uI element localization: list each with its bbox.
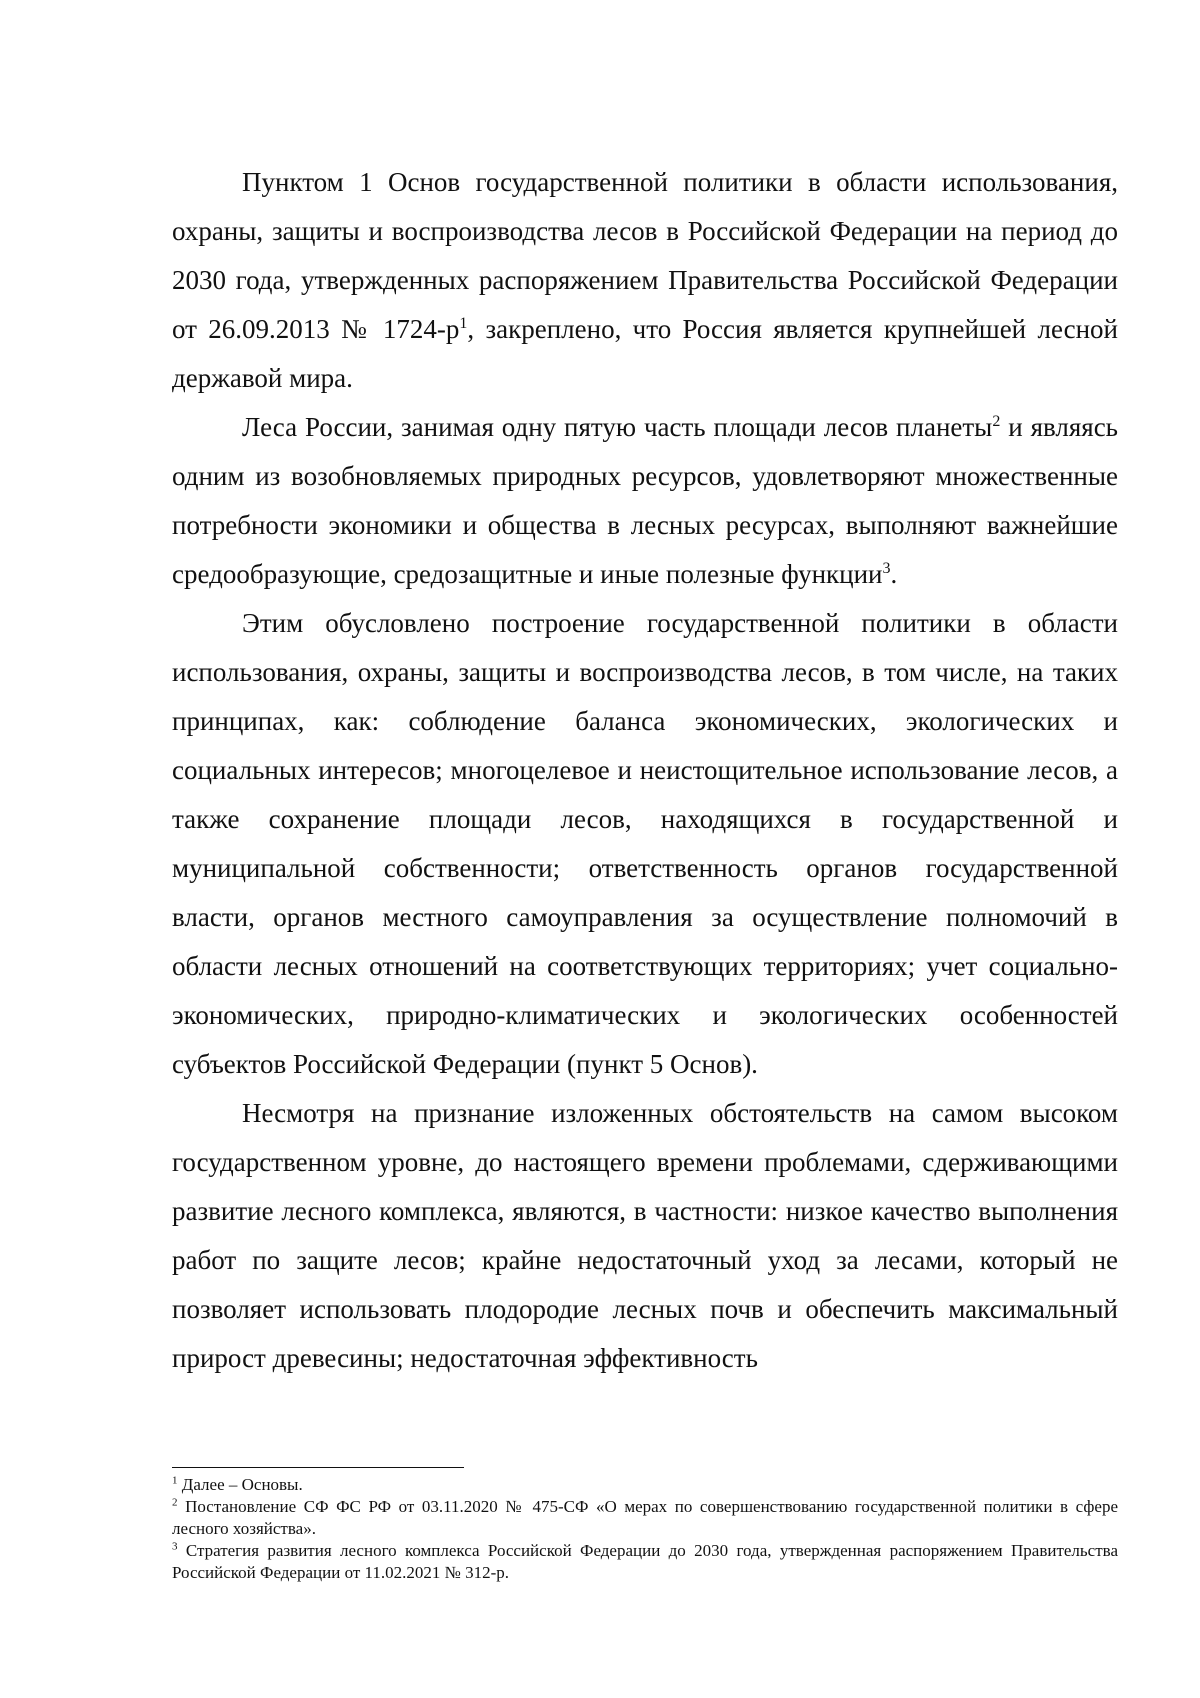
footnote-2-text: Постановление СФ ФС РФ от 03.11.2020 № 475-СФ «О мерах по совершенствованию государственной политики в сфере лесного хозяйства». xyxy=(172,1497,1118,1538)
footnote-2 xyxy=(172,1496,1118,1540)
footnote-ref-1: 1 xyxy=(459,315,468,332)
paragraph-2-text-b: и являясь одним из возобновляемых природных ресурсов, удовлетворяют множественные потребности экономики и общества в лесных ресурсах, выполняют важнейшие средообразующие, средозащитные и иные полезные функции xyxy=(172,412,1118,589)
paragraph-1-text-b: , закреплено, что Россия является крупнейшей лесной державой мира. xyxy=(172,314,1118,393)
paragraph-4: Несмотря на признание изложенных обстоятельств на самом высоком государственном уровне, до настоящего времени проблемами, сдерживающими развитие лесного комплекса, являются, в частности: низкое качество выполнения работ по защите лесов; крайне недостаточный уход за лесами, который не позволяет использовать плодородие лесных почв и обеспечить максимальный прирост древесины; недостаточная эффективность xyxy=(172,1098,1118,1373)
footnote-1-text: Далее – Основы. xyxy=(177,1475,303,1494)
footnote-3-mark: 3 xyxy=(172,1540,178,1553)
footnote-1 xyxy=(172,1474,1118,1496)
paragraph-2 xyxy=(172,403,1118,599)
footnotes xyxy=(172,1474,1118,1584)
main-text xyxy=(172,158,1118,1383)
footnote-2-mark: 2 xyxy=(172,1496,178,1509)
footnote-ref-3: 3 xyxy=(882,560,891,577)
footnote-1-mark: 1 xyxy=(172,1474,178,1487)
footnote-separator xyxy=(172,1467,464,1468)
footnote-3-text: Стратегия развития лесного комплекса Российской Федерации до 2030 года, утвержденная распоряжением Правительства Российской Федерации от 11.02.2021 № 312-р. xyxy=(172,1541,1118,1582)
paragraph-3: Этим обусловлено построение государственной политики в области использования, охраны, защиты и воспроизводства лесов, в том числе, на таких принципах, как: соблюдение баланса экономических, экологических и социальных интересов; многоцелевое и неистощительное использование лесов, а также сохранение площади лесов, находящихся в государственной и муниципальной собственности; ответственность органов государственной власти, органов местного самоуправления за осуществление полномочий в области лесных отношений на соответствующих территориях; учет социально-экономических, природно-климатических и экологических особенностей субъектов Российской Федерации (пункт 5 Основ). xyxy=(172,608,1118,1079)
paragraph-2-text-c: . xyxy=(890,559,898,589)
footnote-ref-2: 2 xyxy=(992,413,1001,430)
footnote-3 xyxy=(172,1540,1118,1584)
paragraph-1 xyxy=(172,158,1118,403)
paragraph-1-text-a: Пунктом 1 Основ государственной политики в области использования, охраны, защиты и воспроизводства лесов в Российской Федерации на период до 2030 года, утвержденных распоряжением Правительства Российской Федерации от 26.09.2013 № 1724-р xyxy=(172,167,1118,344)
paragraph-2-text-a: Леса России, занимая одну пятую часть площади лесов планеты xyxy=(242,412,993,442)
